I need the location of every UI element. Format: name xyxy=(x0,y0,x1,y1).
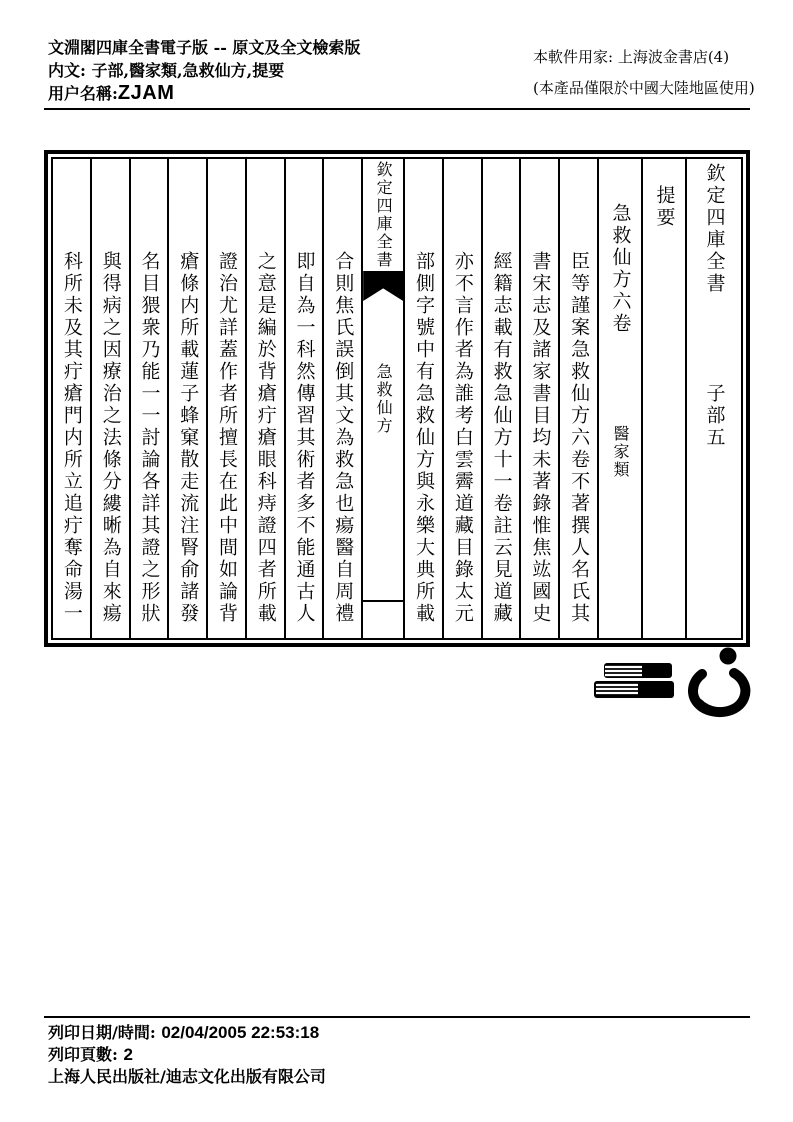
body-line: 亦不言作者為誰考白雲霽道藏目錄太元 xyxy=(451,251,474,625)
licensee-name: 本軟件用家: 上海波金書店(4) xyxy=(533,48,730,66)
text-column-15 xyxy=(131,159,170,638)
text-column-6 xyxy=(483,159,522,638)
user-name-value: ZJAM xyxy=(117,82,175,104)
ink-brush-circle-icon xyxy=(686,646,752,722)
footer-divider xyxy=(44,1016,750,1018)
body-line: 即自為一科然傳習其術者多不能通古人 xyxy=(293,251,316,625)
fishtail-tab-icon xyxy=(363,271,403,301)
print-pages-value: 2 xyxy=(123,1045,133,1064)
publisher-line: 上海人民出版社/迪志文化出版有限公司 xyxy=(48,1067,326,1086)
section-label: 子部五 xyxy=(703,383,726,449)
content-breadcrumb: 内文: 子部,醫家類,急救仙方,提要 xyxy=(48,61,285,80)
print-pages-label: 列印頁數: xyxy=(48,1045,124,1064)
app-header-right xyxy=(533,42,755,104)
text-column-3 xyxy=(599,159,643,638)
abstract-heading: 提要 xyxy=(653,185,676,229)
text-column-17 xyxy=(53,159,92,638)
spine-folio-divider xyxy=(363,600,403,602)
text-column-4 xyxy=(560,159,599,638)
print-datetime-value: 02/04/2005 22:53:18 xyxy=(161,1023,320,1042)
license-restriction: (本產品僅限於中國大陸地區使用) xyxy=(533,79,755,97)
app-header-left xyxy=(48,36,360,105)
text-column-5 xyxy=(521,159,560,638)
stacked-books-icon xyxy=(592,662,686,704)
text-column-7 xyxy=(444,159,483,638)
work-title: 急救仙方六卷 xyxy=(609,203,632,335)
category-label: 醫家類 xyxy=(611,425,630,479)
text-column-14 xyxy=(169,159,208,638)
text-column-1 xyxy=(687,159,741,638)
header-divider xyxy=(44,108,750,110)
body-line: 臣等謹案急救仙方六卷不著撰人名氏其 xyxy=(568,251,591,625)
print-datetime-line xyxy=(48,1022,326,1044)
body-line: 證治尤詳蓋作者所擅長在此中間如論背 xyxy=(215,251,238,625)
body-line: 書宋志及諸家書目均未著錄惟焦竑國史 xyxy=(529,251,552,625)
body-line: 經籍志載有救急仙方十一卷註云見道藏 xyxy=(490,251,513,625)
spine-column xyxy=(363,159,405,638)
print-pages-line xyxy=(48,1044,326,1066)
text-column-2 xyxy=(643,159,687,638)
spine-work-title: 急救仙方 xyxy=(374,363,394,435)
body-line: 合則焦氏誤倒其文為救急也瘍醫自周禮 xyxy=(332,251,355,625)
user-name-label: 用户名稱: xyxy=(48,84,118,103)
text-column-10 xyxy=(324,159,363,638)
text-column-11 xyxy=(286,159,325,638)
body-line: 科所未及其疔瘡門内所立追疔奪命湯一 xyxy=(60,251,83,625)
product-title: 文淵閣四庫全書電子版 -- 原文及全文檢索版 xyxy=(48,38,361,57)
body-line: 部側字號中有急救仙方與永樂大典所載 xyxy=(413,251,436,625)
text-column-8 xyxy=(405,159,444,638)
body-line: 與得病之因療治之法條分縷晰為自來瘍 xyxy=(99,251,122,625)
edition-title: 欽定四庫全書 xyxy=(703,163,726,295)
body-line: 瘡條内所載蓮子蜂窠散走流注腎俞諸發 xyxy=(177,251,200,625)
text-column-13 xyxy=(208,159,247,638)
book-page-grid xyxy=(51,157,743,640)
print-footer xyxy=(48,1022,326,1088)
text-column-16 xyxy=(92,159,131,638)
body-line: 名目猥衆乃能一一討論各詳其證之形狀 xyxy=(138,251,161,625)
text-column-12 xyxy=(247,159,286,638)
body-line: 之意是編於背瘡疔瘡眼科痔證四者所載 xyxy=(254,251,277,625)
print-datetime-label: 列印日期/時間: xyxy=(48,1023,162,1042)
user-name-line xyxy=(48,82,360,105)
spine-edition-title: 欽定四庫全書 xyxy=(374,161,394,269)
book-page-frame xyxy=(44,150,750,647)
